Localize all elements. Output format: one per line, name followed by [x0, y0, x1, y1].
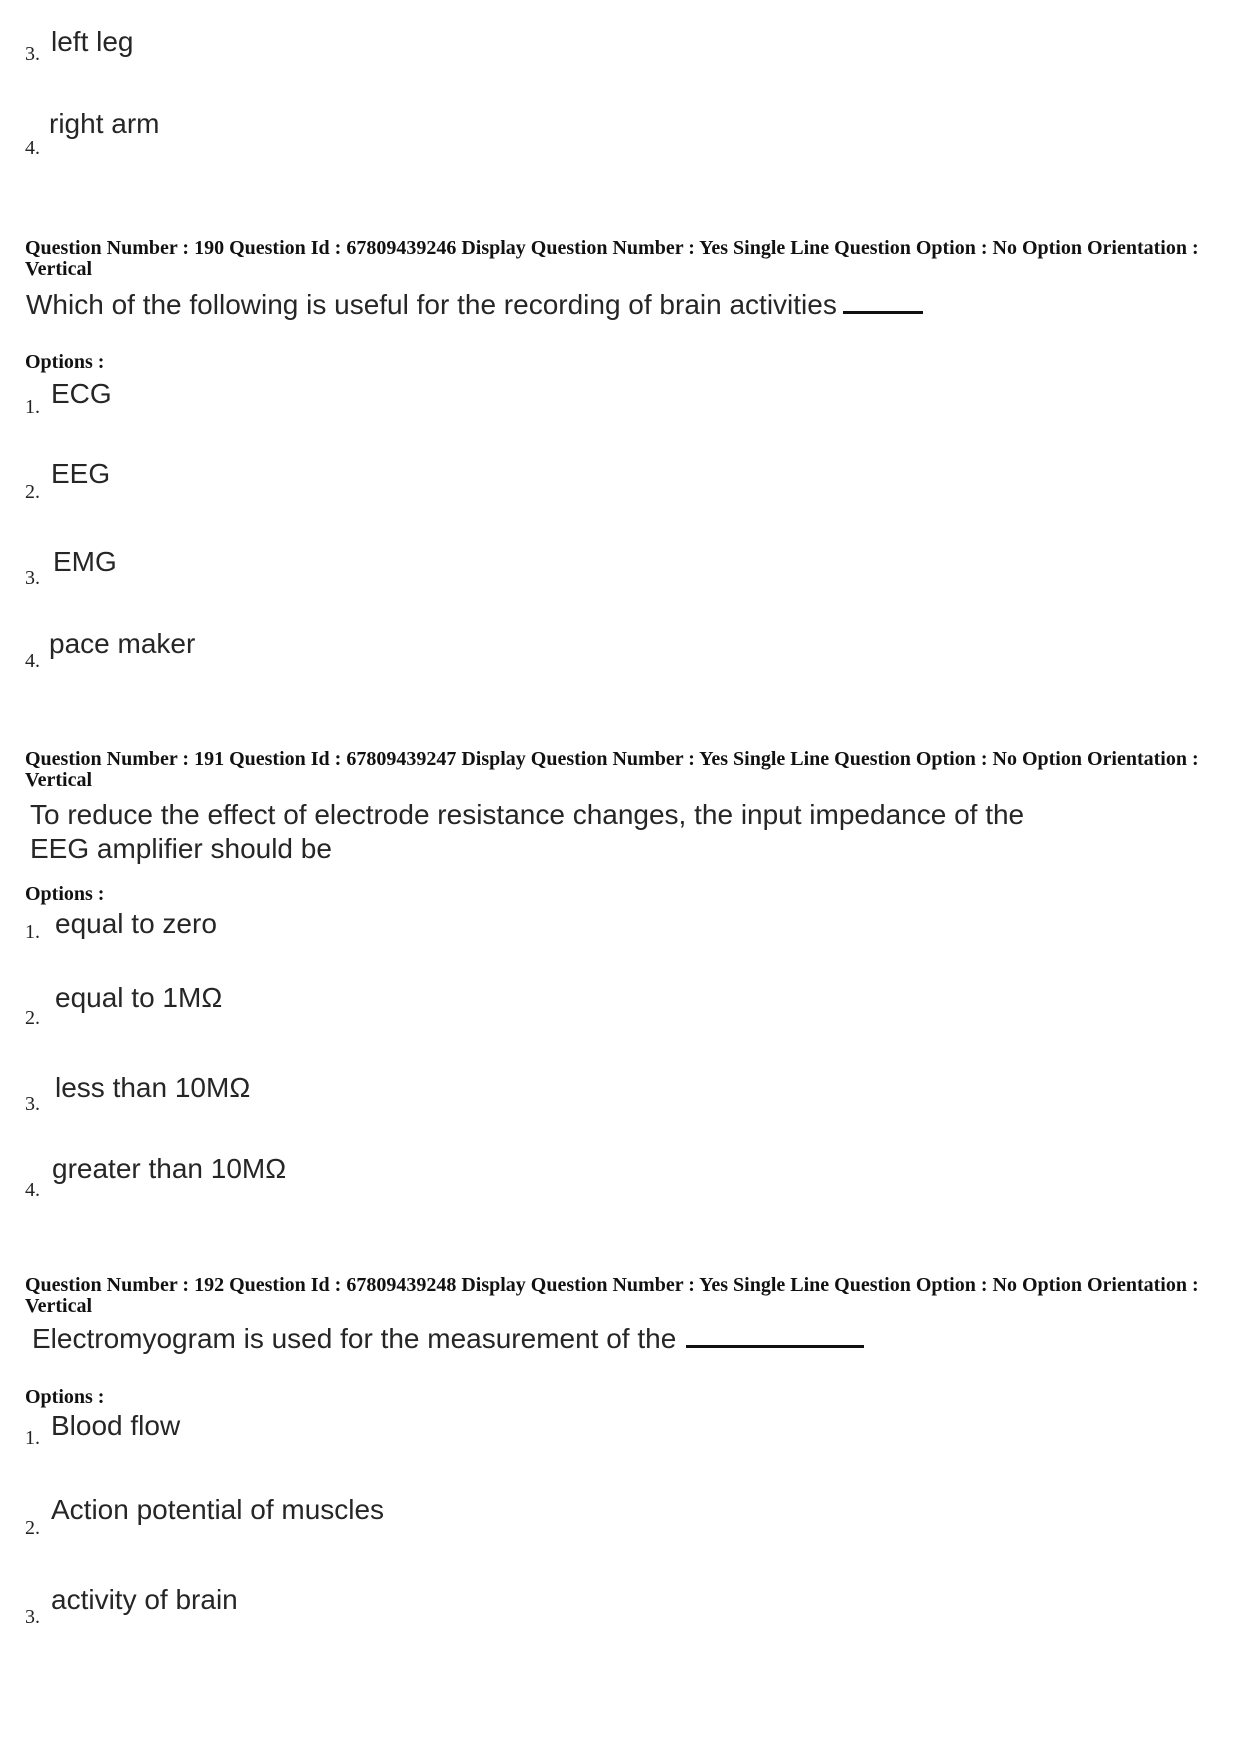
- answer-blank: [843, 311, 923, 314]
- options-label: Options :: [25, 351, 105, 373]
- question-text-content: Electromyogram is used for the measurement of the: [32, 1323, 677, 1354]
- question-meta: Question Number : 192 Question Id : 67809439248 Display Question Number : Yes Single Line Question Option : No Option Orientation : Vertical: [25, 1274, 1199, 1317]
- options-label: Options :: [25, 1386, 105, 1408]
- option-text: EEG: [51, 458, 111, 489]
- option-text: equal to 1MΩ: [55, 982, 223, 1013]
- option-number: 3.: [25, 1606, 40, 1628]
- question-text-line-1: To reduce the effect of electrode resistance changes, the input impedance of the: [30, 799, 1025, 830]
- option-text: activity of brain: [51, 1584, 238, 1615]
- option-number: 4.: [25, 137, 40, 159]
- option-text: Action potential of muscles: [51, 1494, 385, 1525]
- option-number: 1.: [25, 1427, 40, 1449]
- options-label: Options :: [25, 883, 105, 905]
- question-text-content: Which of the following is useful for the recording of brain activities: [26, 289, 837, 320]
- question-text-line-2: EEG amplifier should be: [30, 833, 332, 864]
- option-number: 4.: [25, 650, 40, 672]
- option-number: 2.: [25, 481, 40, 503]
- question-text: [26, 288, 923, 322]
- option-number: 2.: [25, 1007, 40, 1029]
- option-text: greater than 10MΩ: [52, 1153, 287, 1184]
- option-text: Blood flow: [51, 1410, 181, 1441]
- question-text: [32, 1322, 864, 1356]
- option-text: ECG: [51, 378, 112, 409]
- option-text: equal to zero: [55, 908, 217, 939]
- question-meta: Question Number : 190 Question Id : 67809439246 Display Question Number : Yes Single Line Question Option : No Option Orientation : Vertical: [25, 237, 1199, 280]
- option-number: 3.: [25, 567, 40, 589]
- option-number: 3.: [25, 43, 40, 65]
- option-number: 4.: [25, 1179, 40, 1201]
- option-text: less than 10MΩ: [55, 1072, 251, 1103]
- option-number: 2.: [25, 1517, 40, 1539]
- option-text: pace maker: [49, 628, 196, 659]
- option-text: EMG: [53, 546, 117, 577]
- answer-blank: [686, 1345, 864, 1348]
- option-text: left leg: [51, 26, 134, 57]
- option-number: 1.: [25, 396, 40, 418]
- option-number: 3.: [25, 1093, 40, 1115]
- option-text: right arm: [49, 108, 160, 139]
- option-number: 1.: [25, 921, 40, 943]
- question-meta: Question Number : 191 Question Id : 67809439247 Display Question Number : Yes Single Line Question Option : No Option Orientation : Vertical: [25, 748, 1199, 791]
